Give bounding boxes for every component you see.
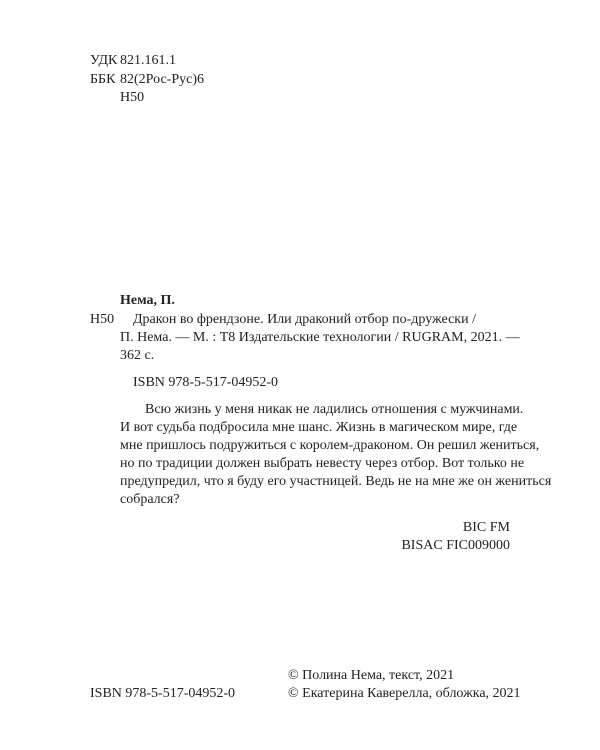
isbn-line: ISBN 978-5-517-04952-0	[133, 375, 279, 390]
author-heading: Нема, П.	[120, 293, 175, 308]
copyright-text: © Полина Нема, текст, 2021	[288, 668, 455, 683]
bbk-label: ББК	[90, 72, 116, 87]
author-mark: Н50	[90, 312, 115, 327]
udk-value: 821.161.1	[120, 53, 176, 68]
author-mark-top: Н50	[120, 90, 145, 105]
annotation-line-6: собрался?	[120, 492, 180, 507]
annotation-line-5: предупредил, что я буду его участницей. Ведь не на мне же он жениться	[120, 474, 552, 489]
udk-label: УДК	[90, 53, 118, 68]
annotation-line-1: Всю жизнь у меня никак не ладились отношения с мужчинами.	[145, 402, 524, 417]
annotation-line-3: мне пришлось подружиться с королем-драконом. Он решил жениться,	[120, 438, 540, 453]
bisac-code: BISAC FIC009000	[401, 538, 510, 553]
annotation-line-4: но по традиции должен выбрать невесту через отбор. Вот только не	[120, 456, 525, 471]
footer-isbn: ISBN 978-5-517-04952-0	[90, 686, 236, 701]
description-line-2: П. Нема. — М. : Т8 Издательские технологии / RUGRAM, 2021. —	[120, 330, 520, 345]
bic-code: BIC FM	[462, 520, 510, 535]
description-line-1: Дракон во френдзоне. Или драконий отбор по-дружески /	[133, 312, 476, 327]
bbk-value: 82(2Рос-Рус)6	[120, 72, 204, 87]
copyright-cover: © Екатерина Каверелла, обложка, 2021	[288, 686, 521, 701]
annotation-line-2: И вот судьба подбросила мне шанс. Жизнь в магическом мире, где	[120, 420, 518, 435]
description-line-3: 362 с.	[120, 348, 155, 363]
